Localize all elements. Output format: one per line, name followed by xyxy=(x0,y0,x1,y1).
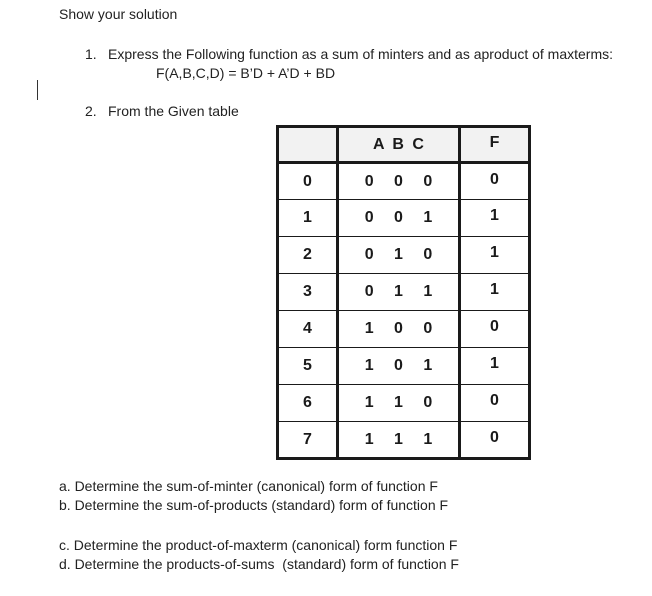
task-a: a. Determine the sum-of-minter (canonical) form of function F xyxy=(59,478,438,494)
question-2-text: From the Given table xyxy=(108,103,239,119)
row-index-cell: 2 xyxy=(278,237,338,274)
row-f-cell xyxy=(460,274,530,311)
row-abc-value: 1 0 0 xyxy=(364,320,441,337)
truth-table-header-row xyxy=(278,127,530,163)
table-row xyxy=(278,200,530,237)
row-abc-cell xyxy=(338,274,460,311)
row-f-value: 0 xyxy=(490,318,499,335)
row-index-cell: 3 xyxy=(278,274,338,311)
row-abc-cell xyxy=(338,237,460,274)
text-cursor xyxy=(37,80,38,100)
question-2-number: 2. xyxy=(85,103,97,119)
question-1-function: F(A,B,C,D) = B’D + A’D + BD xyxy=(156,65,336,81)
row-f-value: 1 xyxy=(490,244,499,261)
row-f-cell xyxy=(460,200,530,237)
row-abc-value: 1 0 1 xyxy=(364,357,441,374)
row-f-value: 0 xyxy=(490,428,499,446)
table-row xyxy=(278,274,530,311)
row-abc-value: 0 1 0 xyxy=(364,246,441,263)
row-index-cell: 4 xyxy=(278,311,338,348)
question-1-number: 1. xyxy=(85,46,97,62)
row-abc-cell xyxy=(338,311,460,348)
table-row xyxy=(278,311,530,348)
table-row xyxy=(278,422,530,459)
intro-text: Show your solution xyxy=(59,6,178,22)
row-abc-value: 1 1 1 xyxy=(364,430,441,448)
row-f-value: 0 xyxy=(490,170,499,188)
row-f-value: 1 xyxy=(490,355,499,372)
table-row xyxy=(278,163,530,200)
task-d: d. Determine the products-of-sums (standard) form of function F xyxy=(59,556,459,572)
row-abc-value: 1 1 0 xyxy=(364,394,441,411)
row-abc-cell xyxy=(338,422,460,459)
question-1-text: Express the Following function as a sum of minters and as aproduct of maxterms: xyxy=(108,46,614,62)
row-abc-cell xyxy=(338,163,460,200)
truth-table xyxy=(276,125,531,460)
header-f-cell xyxy=(460,127,530,163)
table-row xyxy=(278,348,530,385)
row-f-value: 1 xyxy=(490,281,499,298)
row-f-cell xyxy=(460,163,530,200)
row-abc-cell xyxy=(338,385,460,422)
row-abc-cell xyxy=(338,348,460,385)
row-f-cell xyxy=(460,422,530,459)
row-f-cell xyxy=(460,311,530,348)
task-b: b. Determine the sum-of-products (standard) form of function F xyxy=(59,497,449,513)
header-f-label: F xyxy=(489,133,500,151)
task-c: c. Determine the product-of-maxterm (canonical) form function F xyxy=(59,537,458,553)
row-f-value: 1 xyxy=(490,207,499,224)
row-abc-value: 0 1 1 xyxy=(364,283,441,300)
header-abc-label: A B C xyxy=(373,135,426,153)
row-abc-cell xyxy=(338,200,460,237)
row-f-cell xyxy=(460,385,530,422)
row-index-cell: 7 xyxy=(278,422,338,459)
row-index-cell: 1 xyxy=(278,200,338,237)
table-row xyxy=(278,385,530,422)
table-row xyxy=(278,237,530,274)
header-abc-cell xyxy=(338,127,460,163)
row-f-cell xyxy=(460,348,530,385)
row-f-value: 0 xyxy=(490,392,499,409)
row-index-cell: 5 xyxy=(278,348,338,385)
row-index-cell: 6 xyxy=(278,385,338,422)
row-f-cell xyxy=(460,237,530,274)
row-index-cell: 0 xyxy=(278,163,338,200)
row-abc-value: 0 0 1 xyxy=(364,209,441,226)
header-index-cell xyxy=(278,127,338,163)
row-abc-value: 0 0 0 xyxy=(364,172,441,190)
